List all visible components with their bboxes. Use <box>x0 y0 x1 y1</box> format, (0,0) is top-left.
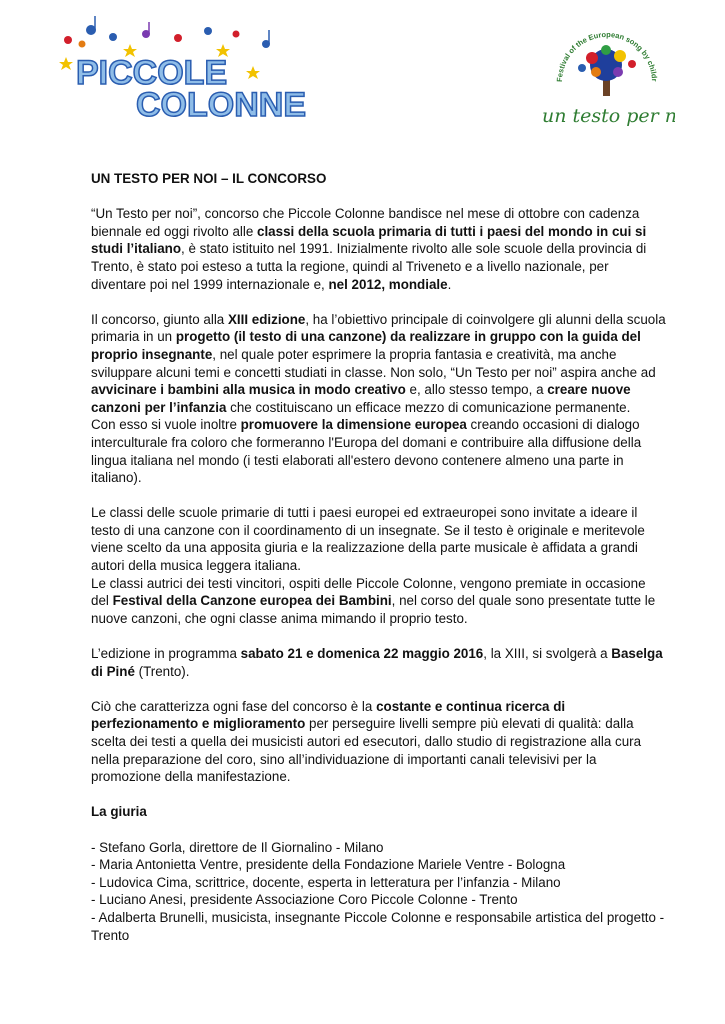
paragraph-intro <box>91 205 666 293</box>
bold-run: classi della scuola primaria di tutti i paesi del mondo in cui si studi l’italiano <box>91 223 647 257</box>
jury-member: - Maria Antonietta Ventre, presidente della Fondazione Mariele Ventre - Bologna <box>91 857 566 873</box>
bold-run: XIII edizione <box>227 311 306 327</box>
piccole-colonne-logo <box>58 22 306 124</box>
bold-run: Festival della Canzone europea dei Bambini <box>112 593 392 609</box>
text-run: creando occasioni di dialogo interculturale fra coloro che formeranno l'Europa del domani e contribuire alla diffusione della lingua italiana nel mondo (i testi elaborati all'estero devono contenere almeno una parte in italiano). <box>91 417 642 486</box>
text-run: Le classi autrici dei testi vincitori, ospiti delle Piccole Colonne, vengono premiate in occasione del <box>91 575 646 609</box>
jury-member: - Adalberta Brunelli, musicista, insegnante Piccole Colonne e responsabile artistica del progetto - Trento <box>91 909 665 943</box>
text-run: , ha l’obiettivo principale di coinvolgere gli alunni della scuola primaria in un <box>91 311 666 345</box>
text-run: , è stato istituito nel 1991. Inizialmente rivolto alle sole scuole della provincia di Trento, è stato poi esteso a tutta la regione, quindi al Triveneto e a livello nazionale, per diventare poi nel 1999 internazionale e, <box>91 241 647 292</box>
jury-member: - Stefano Gorla, direttore de Il Giornalino - Milano <box>91 839 384 855</box>
text-run: L’edizione in programma <box>91 646 241 662</box>
jury-member: - Luciano Anesi, presidente Associazione Coro Piccole Colonne - Trento <box>91 892 518 908</box>
paragraph-quality <box>91 698 666 786</box>
text-run: , la XIII, si svolgerà a <box>483 646 612 662</box>
bold-run: progetto (il testo di una canzone) da realizzare in gruppo con la guida del proprio insegnante <box>91 329 641 362</box>
bold-run: Baselga di Piné <box>91 646 663 679</box>
tree-icon <box>578 45 636 96</box>
paragraph-participation <box>91 504 666 627</box>
bold-run: creare nuove canzoni per l’infanzia <box>91 382 631 415</box>
text-run: . <box>447 276 452 292</box>
logo-text-piccole: PICCOLE <box>76 54 228 92</box>
text-run: , nel corso del quale sono presentate tutte le nuove canzoni, che ogni classe anima mimando il proprio testo. <box>91 593 656 626</box>
logo-arc-text: Festival of the European song by childr <box>554 29 660 83</box>
text-run: per perseguire livelli sempre più elevati di qualità: dalla scelta dei testi a quella dei musicisti autori ed esecutori, dallo studio di registrazione alla cura nella preparazione del coro, sino all’individuazione di importanti canali televisivi per la promozione della manifestazione. <box>91 716 642 785</box>
bold-run: promuovere la dimensione europea <box>240 417 467 433</box>
text-run: Con esso si vuole inoltre <box>91 417 241 433</box>
un-testo-per-noi-logo <box>540 20 675 132</box>
document-title: UN TESTO PER NOI – IL CONCORSO <box>91 171 327 186</box>
bold-run: nel 2012, mondiale <box>328 276 448 292</box>
text-run: e, allo stesso tempo, a <box>405 382 548 398</box>
jury-member: - Ludovica Cima, scrittrice, docente, esperta in letteratura per l’infanzia - Milano <box>91 874 561 890</box>
jury-list <box>91 839 666 945</box>
logo-script-text: un testo per <box>542 105 659 127</box>
text-run: Le classi delle scuole primarie di tutti i paesi europei ed extraeuropei sono invitate a ideare il testo di una canzone con il coordinamento di un insegnate. Se il testo è originale e meritevole viene scelto da una apposita giuria e la realizzazione della parte musicale è affidata a grandi autori della musica leggera italiana. <box>91 505 645 574</box>
text-run: , nel quale poter esprimere la propria fantasia e creatività, ma anche sviluppare alcuni temi e concetti studiati in classe. Non solo, “Un Testo per noi” aspira anche ad <box>91 346 656 380</box>
text-run: Ciò che caratterizza ogni fase del concorso è la <box>91 698 377 714</box>
jury-heading: La giuria <box>91 804 147 820</box>
bold-run: avvicinare i bambini alla musica in modo creativo <box>91 382 406 398</box>
bold-run: sabato 21 e domenica 22 maggio 2016 <box>240 646 484 662</box>
text-run: che costituiscano un efficace mezzo di comunicazione permanente. <box>226 399 631 415</box>
logo-text-colonne: COLONNE <box>136 86 306 124</box>
text-run: “Un Testo per noi”, concorso che Piccole Colonne bandisce nel mese di ottobre con cadenza biennale ed oggi rivolto alle <box>91 206 640 239</box>
text-run: Il concorso, giunto alla <box>91 311 228 327</box>
document-body <box>91 170 666 944</box>
bold-run: costante e continua ricerca di perfezionamento e miglioramento <box>91 698 566 732</box>
paragraph-objectives <box>91 311 666 487</box>
text-run: (Trento). <box>134 663 190 679</box>
paragraph-edition <box>91 645 666 680</box>
